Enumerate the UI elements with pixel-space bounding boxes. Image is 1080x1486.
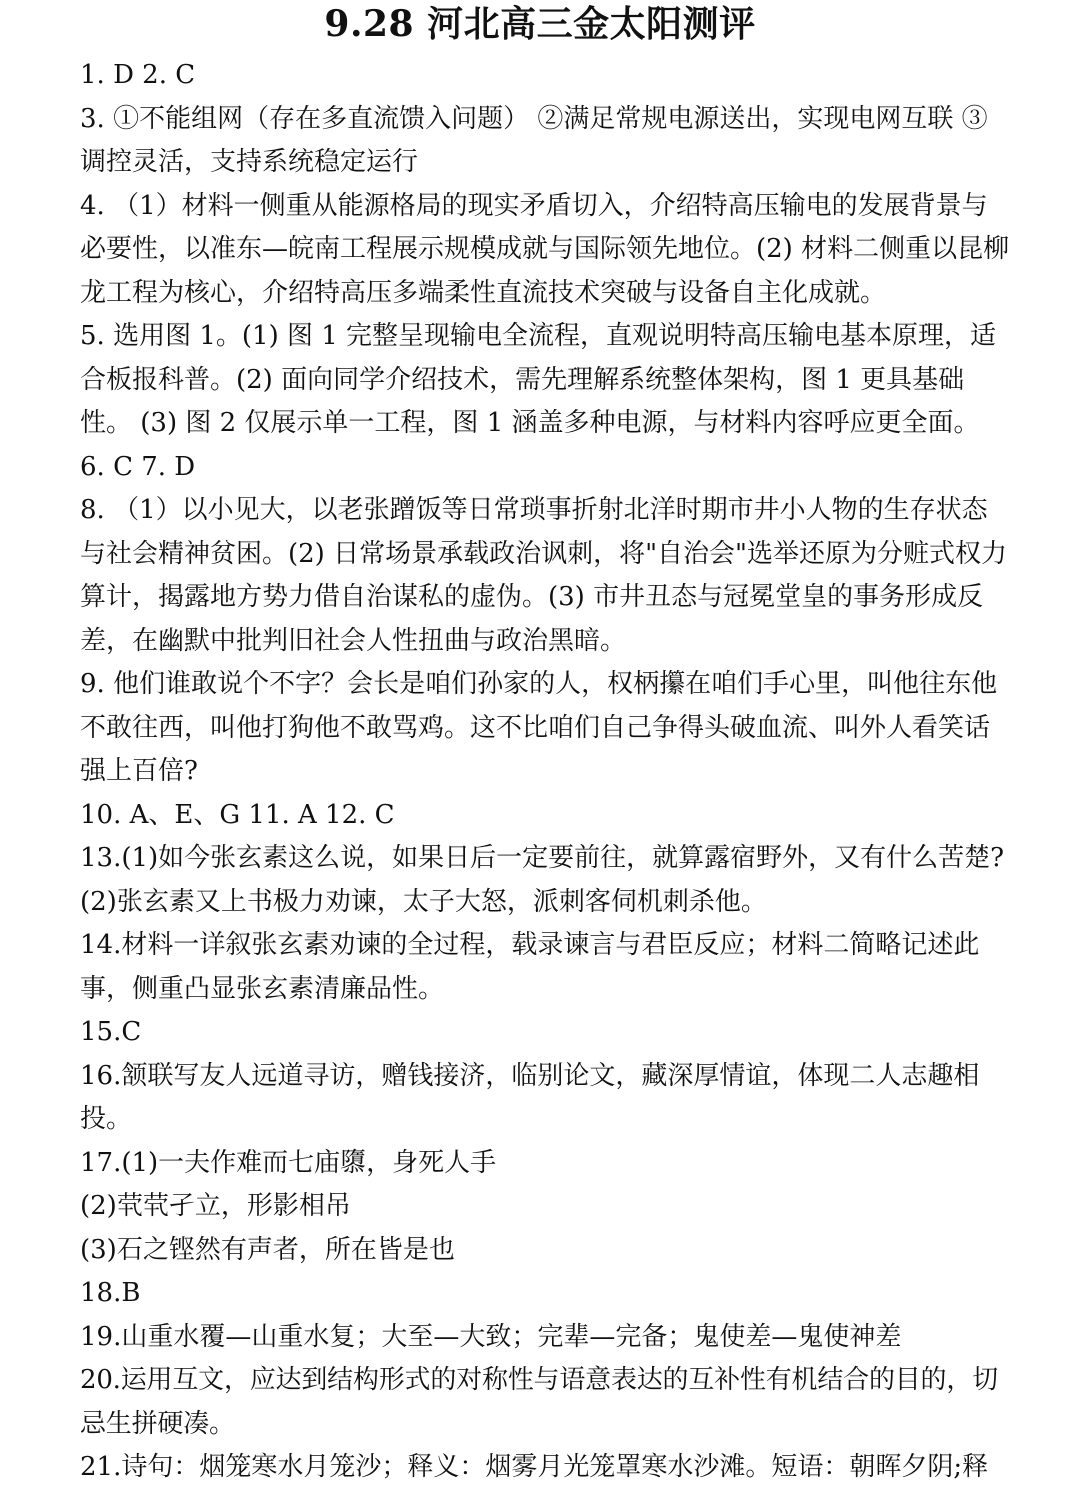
answer-item-17-part3: (3)石之铿然有声者，所在皆是也 — [80, 1234, 455, 1265]
answer-item-17-part2: (2)茕茕孑立，形影相吊 — [80, 1191, 351, 1221]
answer-item-13-part2: (2)张玄素又上书极力劝谏，太子大怒，派刺客伺机刺杀他。 — [80, 886, 767, 917]
answer-item-17-part1: 17.(1)一夫作难而七庙隳，身死人手 — [80, 1147, 497, 1178]
answer-item-13-part1: 13.(1)如今张玄素这么说，如果日后一定要前往，就算露宿野外，又有什么苦楚? — [80, 843, 1005, 873]
answer-list — [80, 54, 1010, 1486]
answer-item-14: 14.材料一详叙张玄素劝谏的全过程，载录谏言与君臣反应；材料二简略记述此事，侧重凸显张玄素清廉品性。 — [80, 930, 980, 1004]
answer-item-10-12: 10. A、E、G 11. A 12. C — [80, 799, 395, 830]
answer-item-6-7: 6. C 7. D — [80, 451, 196, 482]
answer-item-5: 5. 选用图 1。(1) 图 1 完整呈现输电全流程，直观说明特高压输电基本原理，适合板报科普。(2) 面向同学介绍技术，需先理解系统整体架构，图 1 更具基础性。 (3) 图 2 仅展示单一工程，图 1 涵盖多种电源，与材料内容呼应更全面。 — [80, 321, 997, 438]
answer-item-4: 4. （1）材料一侧重从能源格局的现实矛盾切入，介绍特高压输电的发展背景与必要性，以准东—皖南工程展示规模成就与国际领先地位。(2) 材料二侧重以昆柳龙工程为核心，介绍特高压多端柔性直流技术突破与设备自主化成就。 — [80, 190, 1010, 308]
answer-item-1-2: 1. D 2. C — [80, 60, 196, 90]
answer-item-8: 8. （1）以小见大，以老张蹭饭等日常琐事折射北洋时期市井小人物的生存状态与社会精神贫困。(2) 日常场景承载政治讽刺，将"自治会"选举还原为分赃式权力算计，揭露地方势力借自治谋私的虚伪。(3) 市井丑态与冠冕堂皇的事务形成反差，在幽默中批判旧社会人性扭曲与政治黑暗。 — [80, 495, 1008, 656]
answer-item-9: 9. 他们谁敢说个不字？会长是咱们孙家的人，权柄攥在咱们手心里，叫他往东他不敢往西，叫他打狗他不敢骂鸡。这不比咱们自己争得头破血流、叫外人看笑话强上百倍? — [80, 669, 998, 786]
answer-item-20: 20.运用互文，应达到结构形式的对称性与语意表达的互补性有机结合的目的，切忌生拼硬凑。 — [80, 1365, 998, 1439]
answer-item-18: 18.B — [80, 1278, 141, 1308]
answer-item-16: 16.颔联写友人远道寻访，赠钱接济，临别论文，藏深厚情谊，体现二人志趣相投。 — [80, 1060, 980, 1134]
page-title: 9.28 河北高三金太阳测评 — [324, 3, 756, 45]
answer-item-19: 19.山重水覆—山重水复；大至—大致；完辈—完备；鬼使差—鬼使神差 — [80, 1321, 902, 1352]
answer-item-21: 21.诗句：烟笼寒水月笼沙；释义：烟雾月光笼罩寒水沙滩。短语：朝晖夕阴;释 — [80, 1452, 989, 1482]
answer-item-15: 15.C — [80, 1017, 142, 1047]
answer-item-3: 3. ①不能组网（存在多直流馈入问题） ②满足常规电源送出，实现电网互联 ③调控灵活，支持系统稳定运行 — [80, 103, 988, 177]
